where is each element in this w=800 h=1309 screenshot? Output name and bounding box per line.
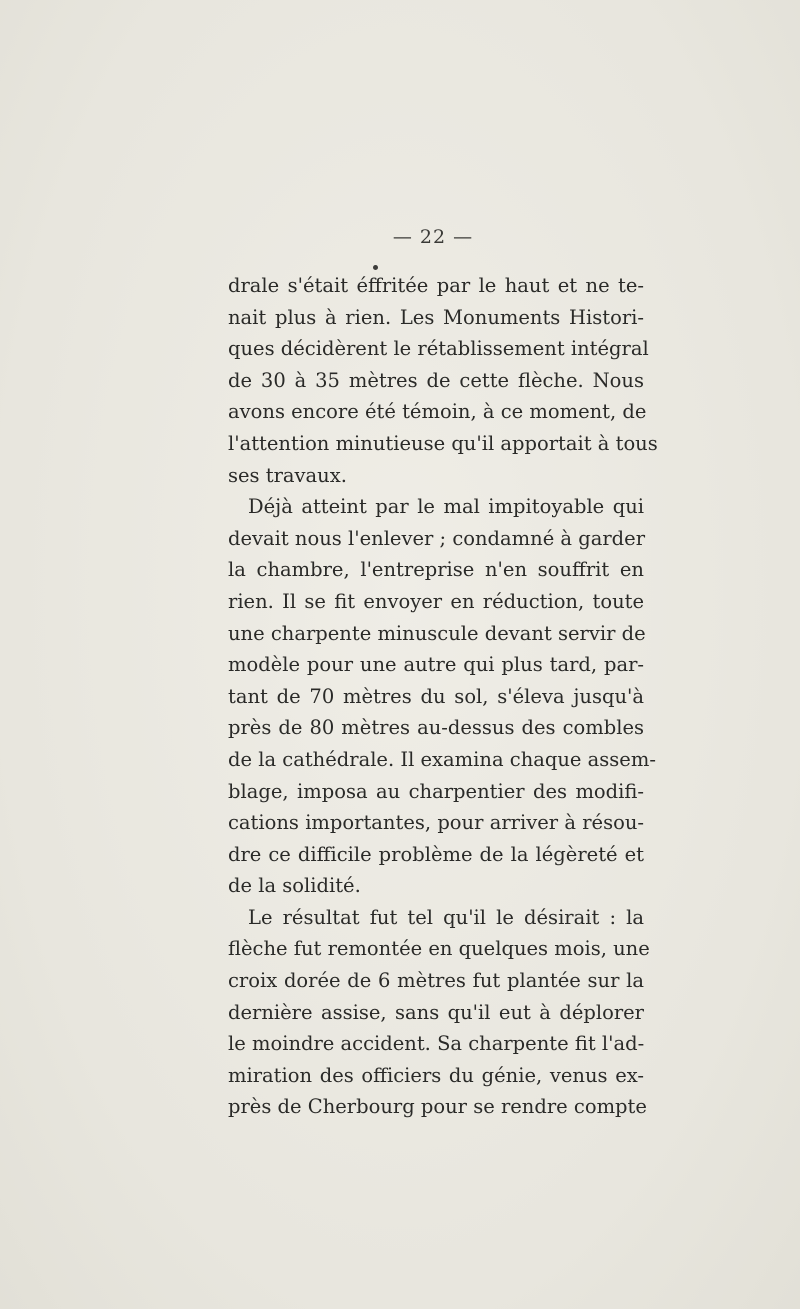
- text-line: de 30 à 35 mètres de cette flèche. Nous: [228, 368, 644, 392]
- text-line: Le résultat fut tel qu'il le désirait : la: [248, 905, 644, 929]
- text-line: cations importantes, pour arriver à résou-: [228, 811, 644, 835]
- body-text: [228, 270, 658, 1123]
- text-line: ses travaux.: [228, 463, 347, 487]
- text-line: drale s'était éffritée par le haut et ne te-: [228, 274, 644, 297]
- text-line: ques décidèrent le rétablissement intégral: [228, 337, 649, 361]
- page-number: — 22 —: [392, 226, 474, 248]
- text-line: le moindre accident. Sa charpente fit l'ad-: [228, 1032, 645, 1056]
- text-line: Déjà atteint par le mal impitoyable qui: [248, 495, 644, 519]
- text-line: une charpente minuscule devant servir de: [228, 621, 646, 645]
- text-line: modèle pour une autre qui plus tard, par-: [228, 653, 644, 677]
- text-line: l'attention minutieuse qu'il apportait à tous: [228, 431, 658, 455]
- text-line: dre ce difficile problème de la légèreté et: [228, 842, 644, 866]
- text-line: miration des officiers du génie, venus ex-: [228, 1063, 644, 1087]
- text-line: de la cathédrale. Il examina chaque assem-: [228, 747, 656, 771]
- text-line: croix dorée de 6 mètres fut plantée sur la: [228, 969, 644, 993]
- text-line: tant de 70 mètres du sol, s'éleva jusqu'à: [228, 684, 644, 708]
- text-line: rien. Il se fit envoyer en réduction, toute: [228, 589, 644, 613]
- text-line: près de 80 mètres au-dessus des combles: [228, 716, 644, 740]
- text-line: avons encore été témoin, à ce moment, de: [228, 400, 647, 424]
- text-line: nait plus à rien. Les Monuments Histori-: [228, 305, 644, 329]
- text-line: près de Cherbourg pour se rendre compte: [228, 1095, 647, 1119]
- text-line: devait nous l'enlever ; condamné à garder: [228, 526, 646, 550]
- text-line: dernière assise, sans qu'il eut à déplorer: [228, 1000, 644, 1024]
- text-line: flèche fut remontée en quelques mois, une: [228, 937, 650, 961]
- text-line: blage, imposa au charpentier des modifi-: [228, 779, 644, 803]
- text-line: la chambre, l'entreprise n'en souffrit en: [228, 558, 644, 582]
- text-line: de la solidité.: [228, 874, 361, 898]
